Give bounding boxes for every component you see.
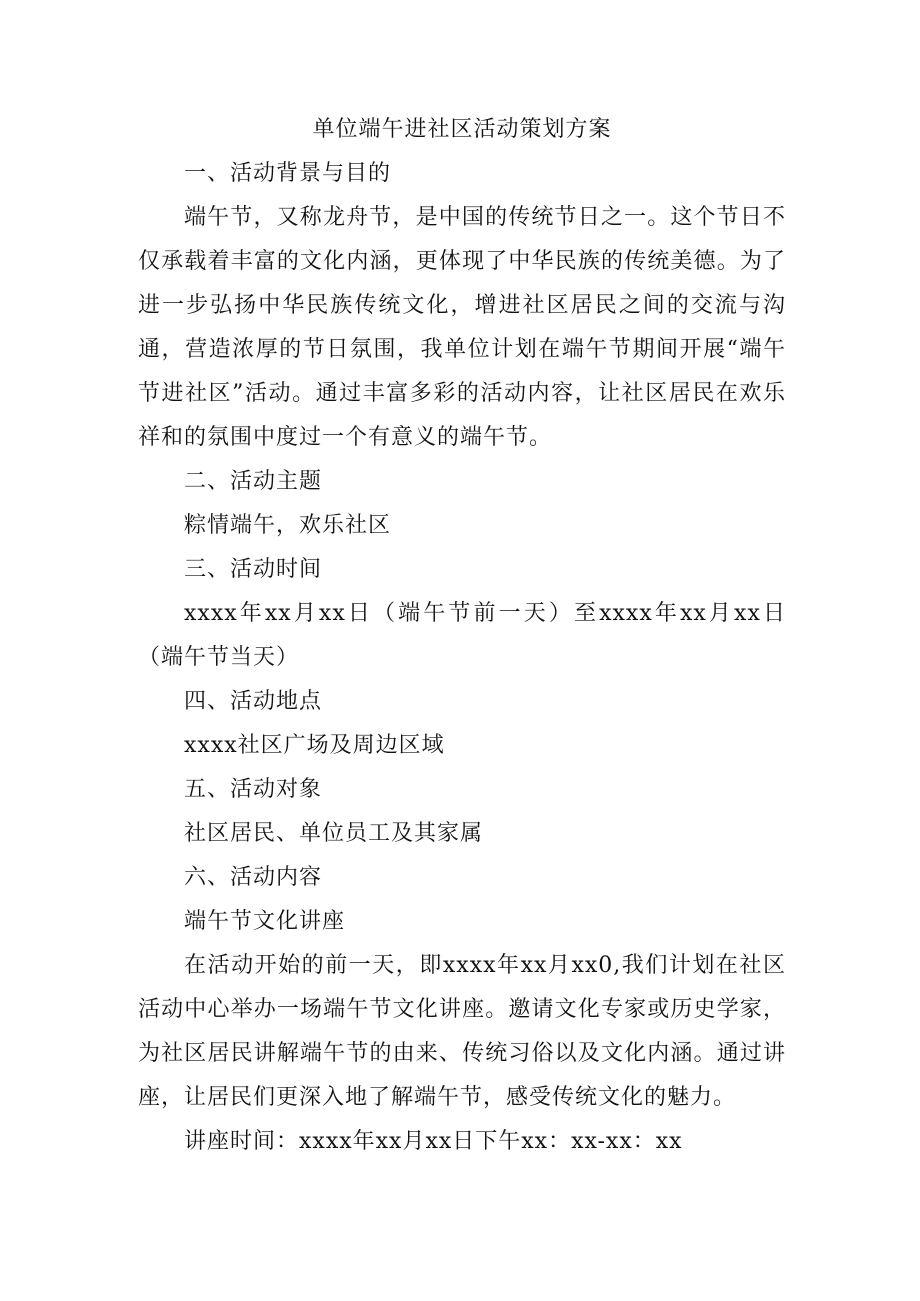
- section-heading-time: 三、活动时间: [184, 557, 323, 582]
- section-heading-content: 六、活动内容: [184, 865, 323, 890]
- paragraph-theme: 粽情端午，欢乐社区: [184, 513, 392, 538]
- document-page: [138, 108, 786, 1164]
- paragraph-lecture: 在活动开始的前一天，即xxxx年xx月xx0,我们计划在社区活动中心举办一场端午节文化讲座。邀请文化专家或历史学家，为社区居民讲解端午节的由来、传统习俗以及文化内涵。通过讲座，让居民们更深入地了解端午节，感受传统文化的魅力。: [138, 953, 786, 1110]
- document-title: 单位端午进社区活动策划方案: [312, 117, 612, 142]
- paragraph-lecture-time: 讲座时间：xxxx年xx月xx日下午xx：xx-xx：xx: [184, 1129, 683, 1154]
- paragraph-background: 端午节，又称龙舟节，是中国的传统节日之一。这个节日不仅承载着丰富的文化内涵，更体现了中华民族的传统美德。为了进一步弘扬中华民族传统文化，增进社区居民之间的交流与沟通，营造浓厚的节日氛围，我单位计划在端午节期间开展“端午节进社区”活动。通过丰富多彩的活动内容，让社区居民在欢乐祥和的氛围中度过一个有意义的端午节。: [138, 205, 786, 450]
- section-heading-theme: 二、活动主题: [184, 469, 323, 494]
- paragraph-audience: 社区居民、单位员工及其家属: [184, 821, 484, 846]
- section-heading-audience: 五、活动对象: [184, 777, 323, 802]
- paragraph-location: xxxx社区广场及周边区域: [184, 733, 445, 758]
- paragraph-time: xxxx年xx月xx日（端午节前一天）至xxxx年xx月xx日（端午节当天）: [138, 601, 786, 670]
- subheading-lecture: 端午节文化讲座: [184, 909, 346, 934]
- section-heading-background: 一、活动背景与目的: [184, 161, 392, 186]
- section-heading-location: 四、活动地点: [184, 689, 323, 714]
